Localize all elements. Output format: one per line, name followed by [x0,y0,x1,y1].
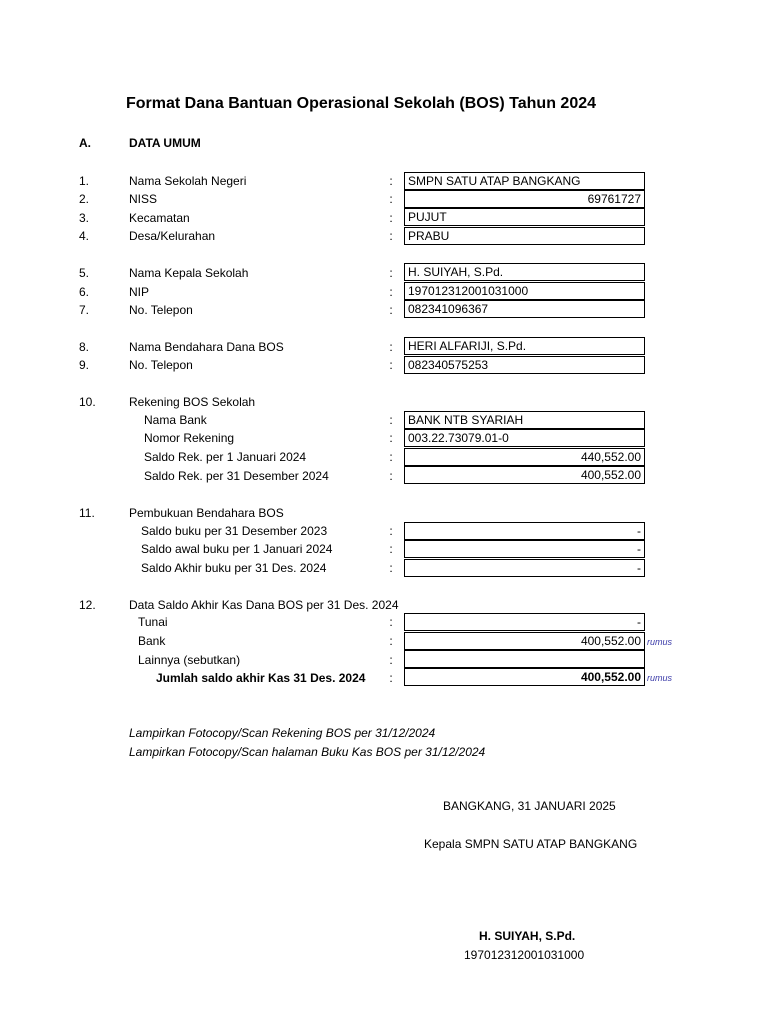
group-label: Pembukuan Bendahara BOS [129,506,284,520]
row-number: 6. [79,285,90,299]
row-colon: : [389,561,393,575]
total-label: Jumlah saldo akhir Kas 31 Des. 2024 [156,671,366,685]
row-number: 5. [79,266,90,280]
row-colon: : [389,174,393,188]
niss-cell[interactable]: 69761727 [404,190,645,208]
row-number: 2. [79,192,90,206]
row-colon: : [389,192,393,206]
row-number: 1. [79,174,90,188]
row-number: 12. [79,598,96,612]
row-label: Saldo Akhir buku per 31 Des. 2024 [141,561,327,575]
row-label: Nama Bank [144,413,207,427]
cash-other-cell[interactable] [404,650,645,668]
treasurer-phone-cell[interactable]: 082340575253 [404,356,645,374]
principal-nip-cell[interactable]: 197012312001031000 [404,282,645,300]
section-title: DATA UMUM [129,136,201,150]
row-colon: : [389,634,393,648]
book-closing-balance-cell[interactable]: - [404,559,645,577]
row-label: Bank [138,634,166,648]
signatory-name: H. SUIYAH, S.Pd. [479,929,576,943]
signatory-position: Kepala SMPN SATU ATAP BANGKANG [424,837,638,851]
row-label: Tunai [138,615,168,629]
book-opening-balance-cell[interactable]: - [404,540,645,558]
school-name-cell[interactable]: SMPN SATU ATAP BANGKANG [404,172,645,190]
row-label: Lainnya (sebutkan) [138,653,241,667]
row-label: Saldo Rek. per 31 Desember 2024 [144,469,329,483]
row-colon: : [389,340,393,354]
signatory-nip: 197012312001031000 [464,948,585,962]
row-colon: : [389,266,393,280]
row-number: 11. [79,506,95,520]
group-label: Data Saldo Akhir Kas Dana BOS per 31 Des. 2024 [129,598,399,612]
cash-tunai-cell[interactable]: - [404,613,645,631]
row-label: Saldo buku per 31 Desember 2023 [141,524,328,538]
principal-phone-cell[interactable]: 082341096367 [404,300,645,318]
place-date: BANGKANG, 31 JANUARI 2025 [443,799,616,813]
desa-cell[interactable]: PRABU [404,227,645,245]
balance-dec-cell[interactable]: 400,552.00 [404,466,645,484]
row-label: No. Telepon [129,303,193,317]
row-colon: : [389,469,393,483]
row-colon: : [389,524,393,538]
row-colon: : [389,358,393,372]
row-label: Saldo awal buku per 1 Januari 2024 [141,542,333,556]
row-colon: : [389,211,393,225]
balance-jan-cell[interactable]: 440,552.00 [404,448,645,466]
row-number: 7. [79,303,90,317]
row-label: Nomor Rekening [144,431,235,445]
row-colon: : [389,413,393,427]
treasurer-name-cell[interactable]: HERI ALFARIJI, S.Pd. [404,337,645,355]
row-number: 10. [79,395,96,409]
row-label: Kecamatan [129,211,190,225]
total-balance-cell[interactable]: 400,552.00 [404,668,645,686]
row-label: Saldo Rek. per 1 Januari 2024 [144,450,307,464]
row-colon: : [389,653,393,667]
row-colon: : [389,229,393,243]
account-number-cell[interactable]: 003.22.73079.01-0 [404,429,645,447]
row-label: NIP [129,285,150,299]
row-colon: : [389,615,393,629]
section-number: A. [79,136,91,150]
cash-bank-cell[interactable]: 400,552.00 [404,632,645,650]
row-label: Desa/Kelurahan [129,229,216,243]
row-number: 4. [79,229,90,243]
row-colon: : [389,303,393,317]
book-balance-2023-cell[interactable]: - [404,522,645,540]
group-label: Rekening BOS Sekolah [129,395,256,409]
row-number: 9. [79,358,90,372]
row-label: Nama Bendahara Dana BOS [129,340,284,354]
attachment-note: Lampirkan Fotocopy/Scan halaman Buku Kas BOS per 31/12/2024 [129,745,486,759]
principal-name-cell[interactable]: H. SUIYAH, S.Pd. [404,263,645,281]
row-label: NISS [129,192,158,206]
row-label: Nama Sekolah Negeri [129,174,247,188]
row-colon: : [389,431,393,445]
row-number: 3. [79,211,90,225]
bank-name-cell[interactable]: BANK NTB SYARIAH [404,411,645,429]
formula-note: rumus [647,673,673,683]
row-label: Nama Kepala Sekolah [129,266,249,280]
row-number: 8. [79,340,90,354]
row-label: No. Telepon [129,358,193,372]
row-colon: : [389,671,393,685]
document-title: Format Dana Bantuan Operasional Sekolah (BOS) Tahun 2024 [125,95,597,112]
kecamatan-cell[interactable]: PUJUT [404,208,645,226]
attachment-note: Lampirkan Fotocopy/Scan Rekening BOS per 31/12/2024 [129,726,436,740]
row-colon: : [389,542,393,556]
row-colon: : [389,450,393,464]
row-colon: : [389,285,393,299]
formula-note: rumus [647,637,673,647]
